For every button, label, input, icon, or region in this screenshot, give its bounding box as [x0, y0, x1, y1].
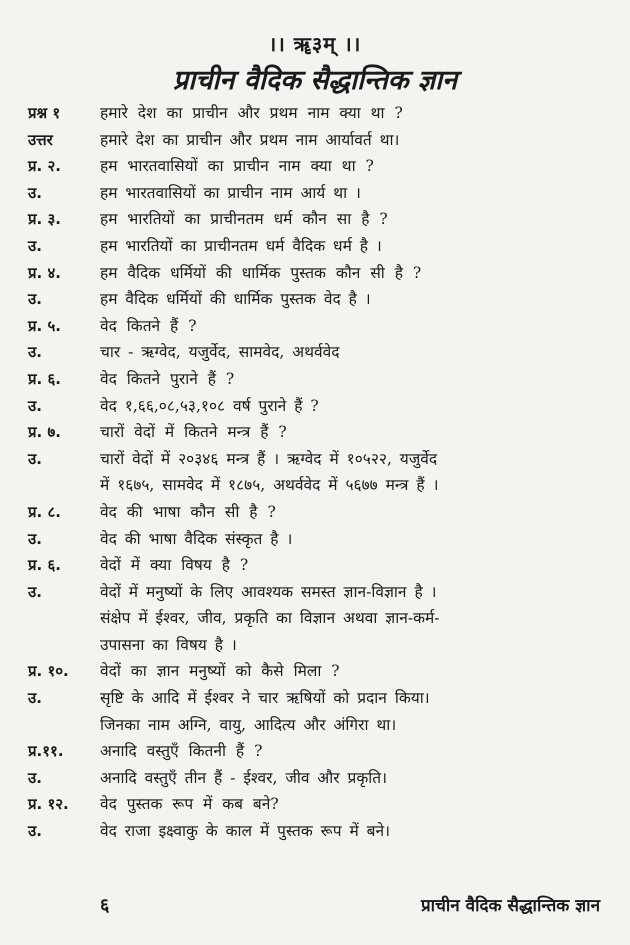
line-label: उ. [28, 236, 42, 255]
answer-line [28, 446, 608, 473]
line-text: हम भारतवासियों का प्राचीन नाम आर्य था । [100, 183, 361, 202]
line-label: प्र. ८. [28, 502, 61, 521]
line-text: वेदों में मनुष्यों के लिए आवश्यक समस्त ज्ञान-विज्ञान है । [100, 582, 437, 601]
question-line [28, 153, 608, 180]
page-number: ६ [100, 895, 110, 916]
line-text: चारों वेदों में कितने मन्त्र हैं ? [100, 423, 287, 442]
line-text: सृष्टि के आदि में ईश्वर ने चार ऋषियों को प्रदान किया। [100, 689, 430, 708]
line-label: उ. [28, 529, 42, 548]
line-text: वेदों में क्या विषय है ? [100, 556, 249, 575]
line-text: वेद की भाषा कौन सी है ? [100, 502, 276, 521]
question-line [28, 100, 608, 127]
question-line [28, 260, 608, 287]
question-line [28, 791, 608, 818]
answer-line [28, 393, 608, 420]
line-text: हम भारतियों का प्राचीनतम धर्म वैदिक धर्म है । [100, 236, 382, 255]
page-footer [0, 893, 630, 923]
line-text: उपासना का विषय है । [100, 635, 237, 654]
line-label: उ. [28, 343, 42, 362]
answer-line [28, 685, 608, 712]
line-text: अनादि वस्तुएँ तीन हैं - ईश्वर, जीव और प्रकृति। [100, 768, 387, 787]
line-label: उ. [28, 689, 42, 708]
line-text: हम वैदिक धर्मियों की धार्मिक पुस्तक कौन सी है ? [100, 263, 422, 282]
question-line [28, 419, 608, 446]
line-text: हम भारतवासियों का प्राचीन नाम क्या था ? [100, 157, 374, 176]
answer-line [28, 605, 608, 632]
line-label: उ. [28, 768, 42, 787]
line-text: वेद पुस्तक रूप में कब बने? [100, 795, 279, 814]
question-line [28, 499, 608, 526]
om-heading: ।। ॠ३म् ।। [268, 32, 362, 56]
line-text: वेद कितने पुराने हैं ? [100, 369, 235, 388]
line-text: में १६७५, सामवेद में १८७५, अथर्ववेद में ५६७७ मन्त्र हैं । [100, 476, 439, 495]
line-label: प्र. ५. [28, 316, 61, 335]
line-text: वेद कितने हैं ? [100, 316, 197, 335]
line-text: चार - ऋग्वेद, यजुर्वेद, सामवेद, अथर्ववेद [100, 343, 340, 362]
line-label: प्रश्न १ [28, 104, 61, 122]
line-label: प्र. १०. [28, 662, 69, 681]
footer-title: प्राचीन वैदिक सैद्धान्तिक ज्ञान [421, 896, 600, 916]
answer-line [28, 286, 608, 313]
answer-line [28, 339, 608, 366]
answer-line [28, 818, 608, 845]
line-label: उ. [28, 822, 42, 841]
answer-line [28, 472, 608, 499]
question-line [28, 206, 608, 233]
qa-list [28, 100, 608, 845]
question-line [28, 552, 608, 579]
line-label: प्र. ६. [28, 369, 61, 388]
line-text: हम वैदिक धर्मियों की धार्मिक पुस्तक वेद है । [100, 290, 371, 309]
question-line [28, 366, 608, 393]
line-text: वेद की भाषा वैदिक संस्कृत है । [100, 529, 293, 548]
line-text: वेद राजा इक्ष्वाकु के काल में पुस्तक रूप में बने। [100, 822, 390, 841]
page-title: प्राचीन वैदिक सैद्धान्तिक ज्ञान [172, 65, 458, 96]
line-label: प्र.११. [28, 742, 64, 761]
line-label: उ. [28, 290, 42, 309]
answer-line [28, 632, 608, 659]
line-label: उत्तर [28, 130, 53, 149]
line-text: वेदों का ज्ञान मनुष्यों को कैसे मिला ? [100, 662, 340, 681]
question-line [28, 738, 608, 765]
answer-line [28, 579, 608, 606]
line-text: अनादि वस्तुएँ कितनी हैं ? [100, 742, 263, 761]
answer-line [28, 765, 608, 792]
line-label: प्र. २. [28, 157, 61, 176]
line-label: प्र. ४. [28, 263, 61, 282]
line-label: प्र. ६. [28, 556, 61, 575]
line-text: हमारे देश का प्राचीन और प्रथम नाम आर्यावर्त था। [100, 130, 400, 149]
answer-line [28, 127, 608, 154]
line-label: उ. [28, 449, 42, 468]
line-label: प्र. १२. [28, 795, 69, 814]
answer-line [28, 233, 608, 260]
answer-line [28, 712, 608, 739]
question-line [28, 313, 608, 340]
line-text: जिनका नाम अग्नि, वायु, आदित्य और अंगिरा था। [100, 715, 397, 734]
question-line [28, 658, 608, 685]
line-text: हमारे देश का प्राचीन और प्रथम नाम क्या था ? [100, 104, 403, 122]
line-text: संक्षेप में ईश्वर, जीव, प्रकृति का विज्ञान अथवा ज्ञान-कर्म- [100, 609, 440, 628]
answer-line [28, 180, 608, 207]
line-label: प्र. ३. [28, 210, 61, 229]
line-text: हम भारतियों का प्राचीनतम धर्म कौन सा है ? [100, 210, 388, 229]
line-label: उ. [28, 582, 42, 601]
line-label: उ. [28, 396, 42, 415]
line-label: प्र. ७. [28, 423, 61, 442]
line-text: वेद १,६६,०८,५३,१०८ वर्ष पुराने हैं ? [100, 396, 319, 415]
line-label: उ. [28, 183, 42, 202]
line-text: चारों वेदों में २०३४६ मन्त्र हैं । ऋग्वेद में १०५२२, यजुर्वेद [100, 449, 438, 468]
answer-line [28, 526, 608, 553]
